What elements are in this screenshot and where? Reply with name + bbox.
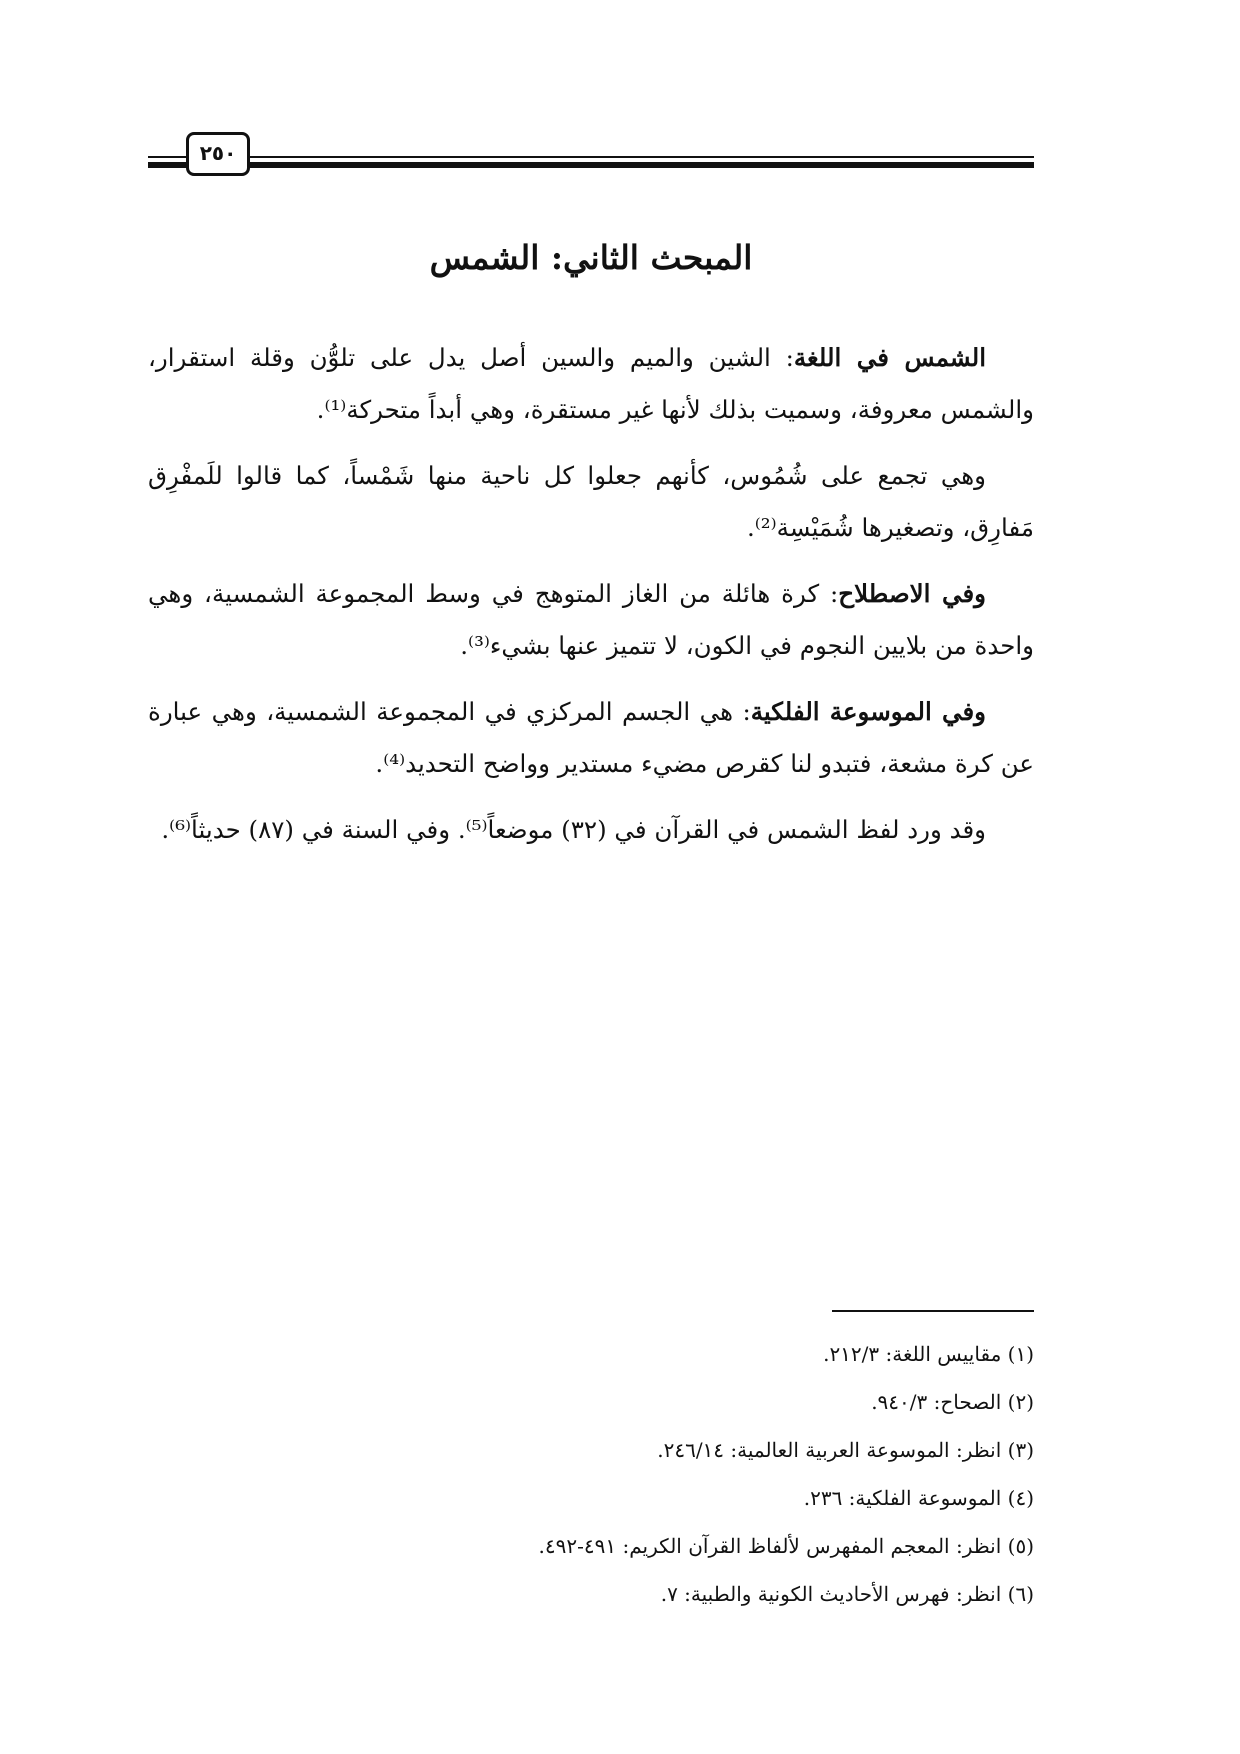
- paragraph-text: : هي الجسم المركزي في المجموعة الشمسية، وهي عبارة عن كرة مشعة، فتبدو لنا كقرص مضيء مستدير وواضح التحديد⁽⁴⁾.: [148, 697, 1034, 778]
- footnote-4: (٤) الموسوعة الفلكية: ٢٣٦.: [803, 1486, 1034, 1510]
- footnotes: [148, 1330, 1034, 1618]
- paragraph-text: : كرة هائلة من الغاز المتوهج في وسط المجموعة الشمسية، وهي واحدة من بلايين النجوم في الكون، لا تتميز عنها بشيء⁽³⁾.: [148, 579, 1034, 660]
- footnote-1: (١) مقاييس اللغة: ٢١٢/٣.: [823, 1342, 1034, 1366]
- paragraph-text: وهي تجمع على شُمُوس، كأنهم جعلوا كل ناحية منها شَمْساً، كما قالوا للَمفْرِق مَفارِق، وتصغيرها شُمَيْسِة⁽²⁾.: [148, 461, 1034, 542]
- header-thin-rule: [148, 156, 1034, 158]
- footnote-5: (٥) انظر: المعجم المفهرس لألفاظ القرآن الكريم: ٤٩١-٤٩٢.: [538, 1534, 1034, 1558]
- paragraph-lead: الشمس في اللغة: [793, 343, 986, 372]
- body-text: [148, 332, 1034, 870]
- paragraph-text: وقد ورد لفظ الشمس في القرآن في (٣٢) موضعاً⁽⁵⁾. وفي السنة في (٨٧) حديثاً⁽⁶⁾.: [161, 815, 986, 844]
- page-header: [148, 132, 1034, 202]
- paragraph-lead: وفي الاصطلاح: [838, 579, 987, 608]
- header-thick-rule: [148, 162, 1034, 168]
- footnote-6: (٦) انظر: فهرس الأحاديث الكونية والطبية: ٧.: [660, 1582, 1034, 1606]
- paragraph-lead: وفي الموسوعة الفلكية: [750, 697, 986, 726]
- footnote-2: (٢) الصحاح: ٩٤٠/٣.: [871, 1390, 1034, 1414]
- paragraph-occurrences: [148, 804, 1034, 856]
- paragraph-plural: [148, 450, 1034, 554]
- paragraph-text: : الشين والميم والسين أصل يدل على تلوُّن وقلة استقرار، والشمس معروفة، وسميت بذلك لأنها غير مستقرة، وهي أبداً متحركة⁽¹⁾.: [148, 343, 1034, 424]
- footnote-separator: [832, 1310, 1034, 1312]
- section-title: المبحث الثاني: الشمس: [429, 238, 753, 277]
- page-number: ٢٥٠: [186, 132, 250, 176]
- footnote-3: (٣) انظر: الموسوعة العربية العالمية: ٢٤٦/١٤.: [657, 1438, 1034, 1462]
- paragraph-terminology: [148, 568, 1034, 672]
- paragraph-language: [148, 332, 1034, 436]
- paragraph-encyclopedia: [148, 686, 1034, 790]
